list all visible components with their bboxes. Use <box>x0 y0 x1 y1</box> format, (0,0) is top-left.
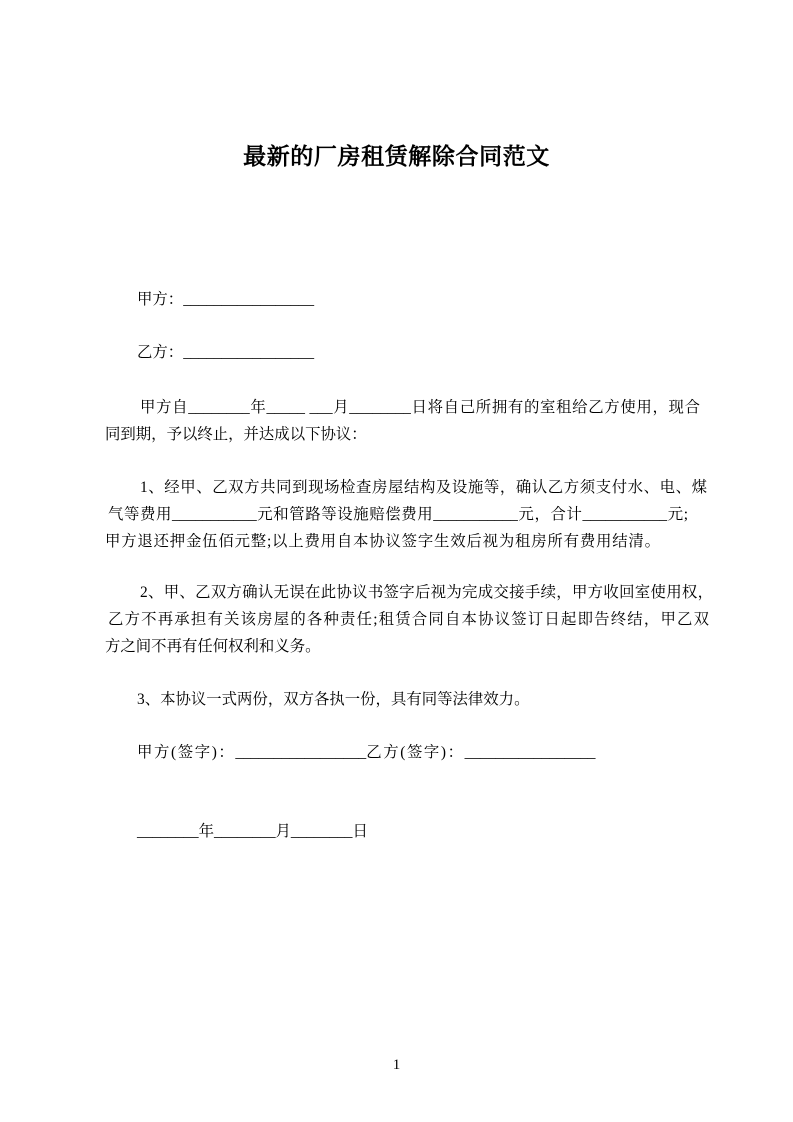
page-number: 1 <box>392 1057 401 1073</box>
party-b-line <box>137 343 314 363</box>
party-b-blank: _________________ <box>183 344 315 361</box>
clause-2-line-1: 2、甲、乙双方确认无误在此协议书签字后视为完成交接手续，甲方收回室使用权， <box>140 584 713 601</box>
signature-a-blank: _________________ <box>235 744 367 761</box>
party-a-blank: _________________ <box>183 291 315 308</box>
intro-line-2: 同到期，予以终止，并达成以下协议： <box>105 426 367 443</box>
clause-1-line-2: 气等费用___________元和管路等设施赔偿费用___________元，合计___________元; <box>108 506 688 523</box>
clause-3-text: 3、本协议一式两份，双方各执一份，具有同等法律效力。 <box>137 691 530 708</box>
party-a-line <box>137 290 314 310</box>
date-line: ________年________月________日 <box>137 823 368 840</box>
signature-a-label: 甲方(签字)： <box>137 744 236 761</box>
party-b-label: 乙方： <box>137 344 184 361</box>
clause-1-line-1: 1、经甲、乙双方共同到现场检查房屋结构及设施等，确认乙方须支付水、电、煤 <box>140 479 707 496</box>
document-title: 最新的厂房租赁解除合同范文 <box>243 144 550 170</box>
clause-1-line-3: 甲方退还押金伍佰元整;以上费用自本协议签字生效后视为租房所有费用结清。 <box>105 533 660 550</box>
signature-b-label: 乙方(签字)： <box>366 744 465 761</box>
party-a-label: 甲方： <box>137 291 184 308</box>
intro-line-1: 甲方自________年_____ ___月________日将自己所拥有的室租给乙方使用，现合 <box>140 399 700 416</box>
clause-2-line-2: 乙方不再承担有关该房屋的各种责任;租赁合同自本协议签订日起即告终结，甲乙双 <box>108 611 709 628</box>
signature-b-blank: _________________ <box>464 744 596 761</box>
clause-2-line-3: 方之间不再有任何权利和义务。 <box>105 638 321 655</box>
signature-line <box>137 743 595 763</box>
